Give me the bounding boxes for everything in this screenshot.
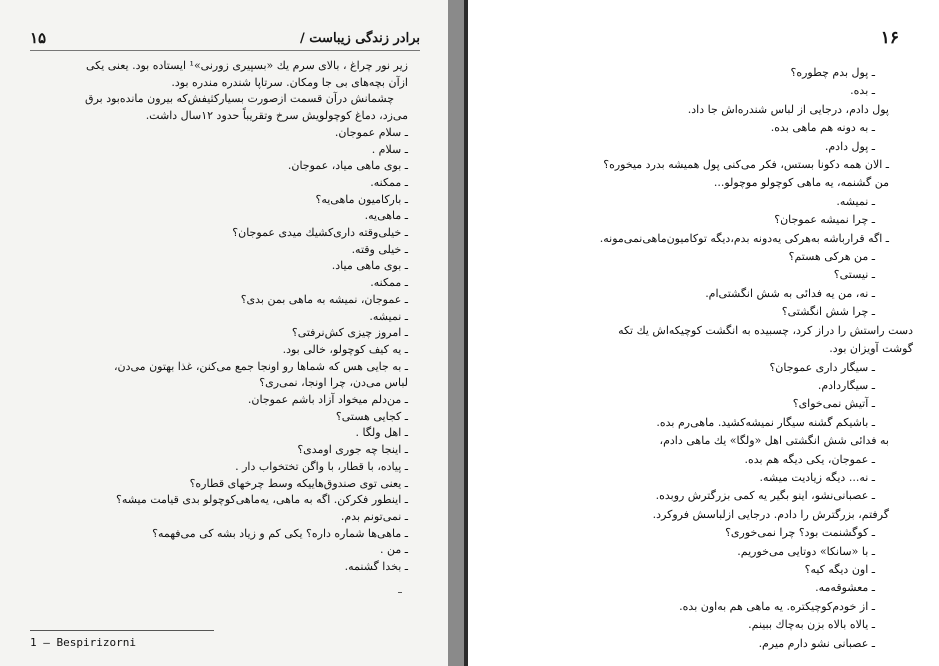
text-line: ـ نه... دیگه زیادیت میشه. xyxy=(759,470,875,484)
text-line: ـ سیگار داری عموجان؟ xyxy=(769,360,875,374)
text-line: ـ پیاده، با قطار، با واگن تختخواب دار . xyxy=(235,459,408,473)
text-line: ـ نمیشه. xyxy=(369,309,408,323)
page-number-right: ۱۶ xyxy=(880,28,899,48)
text-line: ـ من هرکی هستم؟ xyxy=(788,250,875,264)
text-line: ـ معشوقه‌مه. xyxy=(815,581,875,595)
text-line: ـ عموجان، یکی دیگه هم بده. xyxy=(744,452,875,466)
text-line: ـ یعنی توی صندوق‌هاییکه وسط چرخهای قطاره؟ xyxy=(189,476,408,490)
text-line: ـ پول دادم. xyxy=(824,139,875,153)
text-line: پول دادم، درجایی از لباس شندره‌اش جا داد. xyxy=(687,102,889,116)
text-line: گرفتم، بزرگترش را دادم. درجایی ازلباسش فروکرد. xyxy=(652,507,889,521)
text-line: ـ ممکنه. xyxy=(370,175,408,189)
text-line: به فدائی شش انگشتی اهل «ولگا» یك ماهی دادم، xyxy=(659,434,889,448)
text-line: ـ نه، من یه فدائی به شش انگشتی‌ام. xyxy=(705,286,875,300)
left-page-header xyxy=(30,26,420,51)
text-line: ـ اینجا چه جوری اومدی؟ xyxy=(297,443,408,457)
text-line: ـ کجایی هستی؟ xyxy=(335,409,408,423)
text-line: ـ از خودم‌کوچیکتره. یه ماهی هم به‌اون بده. xyxy=(679,599,875,613)
text-line: ـ اون دیگه کیه؟ xyxy=(804,562,875,576)
text-line: ـ آتیش نمی‌خوای؟ xyxy=(792,397,875,411)
text-line: زیر نور چراغ ، بالای سرم یك «بسپیری زورنی»¹ ایستاده بود. یعنی یکی xyxy=(85,59,408,72)
book-gutter xyxy=(448,0,464,666)
left-book-page xyxy=(0,0,448,666)
text-line: ـ ماهی‌ها شماره داره؟ یکی کم و زیاد بشه کی می‌فهمه؟ xyxy=(152,526,408,540)
text-line: چشمانش درآن قسمت ازصورت بسیارکثیفش‌که بیرون مانده‌بود برق xyxy=(85,92,394,106)
text-line: ـ خیلی‌وقته داری‌کشیك میدی عموجان؟ xyxy=(232,226,408,240)
page-number-left: ۱۵ xyxy=(30,29,47,47)
text-line: ـ امروز چیزی کش‌نرفتی؟ xyxy=(291,326,408,340)
text-line: لباس می‌دن، چرا اونجا، نمی‌ری؟ xyxy=(259,376,408,390)
text-line: ـ ممکنه. xyxy=(370,276,408,290)
text-line: ـ پول بدم چطوره؟ xyxy=(790,66,875,79)
text-line: ـ بارکامیون ماهی‌یه؟ xyxy=(315,192,408,206)
text-line: گوشت آویزان بود. xyxy=(829,342,913,356)
text-line: ـ سیگاردادم. xyxy=(817,378,875,392)
text-line: ـ عصبانی‌نشو، اینو بگیر یه کمی بزرگترش روبده. xyxy=(655,489,875,503)
text-line: ـ یالاه بالاه بزن به‌چاك ببینم. xyxy=(748,618,875,632)
text-line: دست راستش را دراز کرد، چسبیده به انگشت کوچیکه‌اش یك تکه xyxy=(618,323,913,337)
text-line: ـ کوگشنمت بود؟ چرا نمی‌خوری؟ xyxy=(725,526,875,540)
text-line: ـ ماهی‌یه. xyxy=(364,209,408,223)
scan-speck xyxy=(398,592,402,593)
text-line: ـ به دونه هم ماهی بده. xyxy=(770,121,875,135)
text-line: ـ من . xyxy=(380,543,408,557)
footnote-divider xyxy=(30,630,214,631)
text-line: ـ عموجان، نمیشه به ماهی بمن بدی؟ xyxy=(240,292,408,306)
text-line: من گشنمه، یه ماهی کوچولو موچولو... xyxy=(713,176,889,190)
text-line: ـ بوی ماهی میاد، عموجان. xyxy=(287,159,408,173)
text-line: ـ نمیشه. xyxy=(836,194,875,208)
text-line: ـ چرا نمیشه عموجان؟ xyxy=(774,213,875,227)
text-line: ـ بده. xyxy=(850,84,875,98)
text-line: ازآن بچه‌های بی جا ومکان. سرتاپا شندره مندره بود. xyxy=(171,75,408,89)
right-page-text xyxy=(483,64,913,653)
text-line: ـ چرا شش انگشتی؟ xyxy=(781,305,875,319)
text-line: ـ اینطور فکرکن. اگه به ماهی، یه‌ماهی‌کوچولو بدی قیامت میشه؟ xyxy=(115,493,408,507)
text-line: ـ من‌دلم میخواد آزاد باشم عموجان. xyxy=(247,393,408,407)
text-line: ـ الان همه دکونا بستس، فکر می‌کنی پول همیشه بدرد میخوره؟ xyxy=(603,158,889,172)
text-line: ـ اهل ولگا . xyxy=(355,426,408,440)
text-line: ـ عصبانی نشو دارم میرم. xyxy=(758,636,875,650)
text-line: ـ اگه قراربا‌شه به‌هرکی یه‌دونه بدم،دیگه توکامیون‌ماهی‌نمی‌مونه. xyxy=(599,231,889,245)
footnote: 1 – Bespirizorni xyxy=(30,636,136,649)
text-line: ـ یه کیف کوچولو، خالی بود. xyxy=(282,342,408,356)
left-page-text xyxy=(12,58,408,576)
text-line: ـ نیستی؟ xyxy=(833,268,875,282)
text-line: ـ بوی ماهی میاد. xyxy=(331,259,408,273)
text-line: ـ باشیکم گشنه سیگار نمیشه‌کشید. ماهی‌رم بده. xyxy=(656,415,875,429)
text-line: ـ نمی‌تونم بدم. xyxy=(340,509,408,523)
text-line: ـ سلام عموجان. xyxy=(334,125,408,139)
text-line: ـ سلام . xyxy=(371,142,408,156)
text-line: می‌زد، دماغ کوچولویش سرخ وتقریباً حدود ۱۲سال داشت. xyxy=(145,109,408,123)
text-line: ـ بخدا گشنمه. xyxy=(344,560,408,574)
text-line: ـ خیلی وقته. xyxy=(351,242,408,256)
right-book-page xyxy=(468,0,939,666)
text-line: ـ با «سانکا» دوتایی می‌خوریم. xyxy=(737,544,875,558)
text-line: ـ به جایی هس که شماها رو اونجا جمع می‌کنن، غذا بهتون می‌دن، xyxy=(113,359,408,373)
running-title: برادر زندگی زیباست / xyxy=(300,30,420,46)
